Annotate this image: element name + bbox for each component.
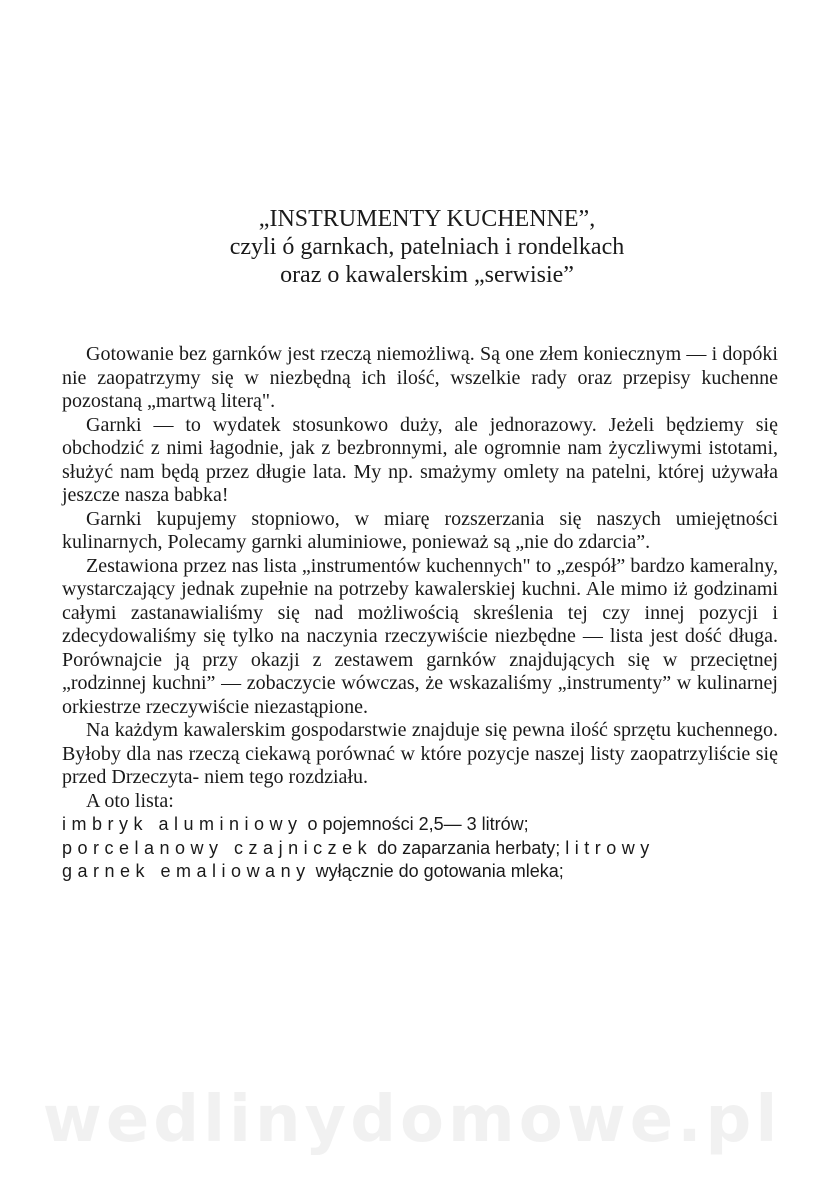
list-item-1: [62, 813, 778, 837]
paragraph-5: Na każdym kawalerskim gospodarstwie znajduje się pewna ilość sprzętu kuchennego. Byłoby dla nas rzeczą ciekawą porównać w które pozycje naszej listy zaopatrzyliście się przed Drzeczyta- niem tego rozdziału.: [62, 719, 778, 788]
list-item-1-name: imbryk aluminiowy: [62, 814, 303, 834]
paragraph-2: Garnki — to wydatek stosunkowo duży, ale jednorazowy. Jeżeli będziemy się obchodzić z nimi łagodnie, jak z bezbronnymi, ale ogromnie nam życzliwymi istotami, służyć nam będą przez długie lata. My np. smażymy omlety na patelni, której używała jeszcze nasza babka!: [62, 413, 778, 506]
paragraph-4: Zestawiona przez nas lista „instrumentów kuchennych" to „zespół” bardzo kameralny, wystarczający jednak zupełnie na potrzeby kawalerskiej kuchni. Ale mimo iż godzinami całymi zastanawialiśmy się nad możliwością skreślenia tej czy innej pozycji i zdecydowaliśmy się tylko na naczynia rzeczywiście niezbędne — lista jest dość długa. Porównajcie ją przy okazji z zestawem garnków znajdujących się w przeciętnej „rodzinnej kuchni” — zobaczycie wówczas, że wskazaliśmy „instrumenty” w kulinarnej orkiestrze rzeczywiście niezastąpione.: [62, 554, 778, 718]
title-line-1: „INSTRUMENTY KUCHENNE”,: [258, 206, 596, 232]
watermark: wedlinydomowe.pl: [42, 1083, 782, 1157]
paragraph-1: Gotowanie bez garnków jest rzeczą niemożliwą. Są one złem koniecznym — i dopóki nie zaopatrzymy się w niezbędną ich ilość, wszelkie rady oraz przepisy kuchenne pozostaną „martwą literą".: [62, 343, 778, 412]
list-item-2-name: porcelanowy czajniczek: [62, 837, 373, 858]
paragraph-6: A oto lista:: [86, 789, 174, 812]
list-item-2: [62, 837, 778, 861]
list-item-3-name-a: litrowy: [565, 837, 655, 858]
list-item-2-desc: do zaparzania herbaty;: [372, 837, 566, 858]
list-item-1-desc: o pojemności 2,5— 3 litrów;: [302, 814, 529, 834]
list-item-3-name-b: garnek emaliowany: [62, 861, 311, 881]
list-item-3-desc: wyłącznie do gotowania mleka;: [310, 861, 564, 881]
chapter-title: [0, 205, 824, 289]
title-line-2: czyli ó garnkach, patelniach i rondelkach: [229, 234, 625, 260]
paragraph-3: Garnki kupujemy stopniowo, w miarę rozszerzania się naszych umiejętności kulinarnych, Polecamy garnki aluminiowe, ponieważ są „nie do zdarcia”.: [62, 507, 778, 553]
list-item-3: [62, 860, 778, 884]
body-text: [62, 343, 778, 884]
title-line-3: oraz o kawalerskim „serwisie”: [280, 262, 574, 288]
